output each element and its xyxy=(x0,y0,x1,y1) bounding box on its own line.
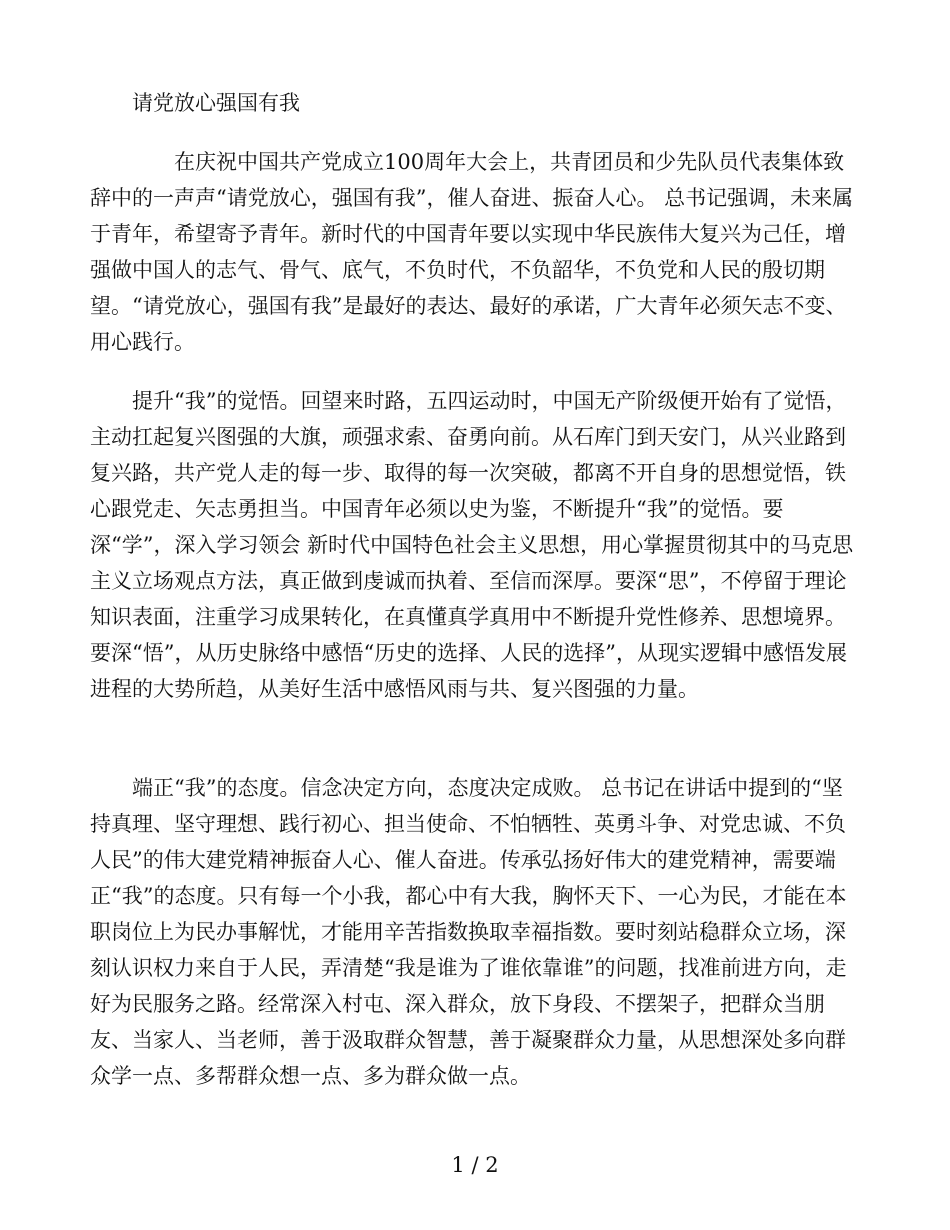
document-title: 请党放心强国有我 xyxy=(132,91,300,115)
paragraph-intro: 在庆祝中国共产党成立100周年大会上，共青团员和少先队员代表集体致辞中的一声声“请党放心，强国有我”，催人奋进、振奋人心。 总书记强调，未来属于青年，希望寄予青年。新时代的中国青年要以实现中华民族伟大复兴为己任，增强做中国人的志气、骨气、底气，不负时代，不负韶华，不负党和人民的殷切期望。“请党放心，强国有我”是最好的表达、最好的承诺，广大青年必须矢志不变、用心践行。 xyxy=(90,150,854,354)
paragraph-attitude: 端正“我”的态度。信念决定方向，态度决定成败。 总书记在讲话中提到的“坚持真理、坚守理想、践行初心、担当使命、不怕牺牲、英勇斗争、对党忠诚、不负人民”的伟大建党精神振奋人心、催人奋进。传承弘扬好伟大的建党精神，需要端正“我”的态度。只有每一个小我，都心中有大我，胸怀天下、一心为民，才能在本职岗位上为民办事解忧，才能用辛苦指数换取幸福指数。要时刻站稳群众立场，深刻认识权力来自于人民，弄清楚“我是谁为了谁依靠谁”的问题，找准前进方向，走好为民服务之路。经常深入村屯、深入群众，放下身段、不摆架子，把群众当朋友、当家人、当老师，善于汲取群众智慧，善于凝聚群众力量，从思想深处多向群众学一点、多帮群众想一点、多为群众做一点。 xyxy=(90,776,847,1088)
paragraph-awareness: 提升“我”的觉悟。回望来时路，五四运动时，中国无产阶级便开始有了觉悟，主动扛起复兴图强的大旗，顽强求索、奋勇向前。从石库门到天安门，从兴业路到复兴路，共产党人走的每一步、取得的每一次突破，都离不开自身的思想觉悟，铁心跟党走、矢志勇担当。中国青年必须以史为鉴，不断提升“我”的觉悟。要深“学”，深入学习领会 新时代中国特色社会主义思想，用心掌握贯彻其中的马克思主义立场观点方法，真正做到虔诚而执着、至信而深厚。要深“思”，不停留于理论知识表面，注重学习成果转化，在真懂真学真用中不断提升党性修养、思想境界。要深“悟”，从历史脉络中感悟“历史的选择、人民的选择”，从现实逻辑中感悟发展进程的大势所趋，从美好生活中感悟风雨与共、复兴图强的力量。 xyxy=(90,389,854,701)
page-number: 1 / 2 xyxy=(451,1153,499,1177)
